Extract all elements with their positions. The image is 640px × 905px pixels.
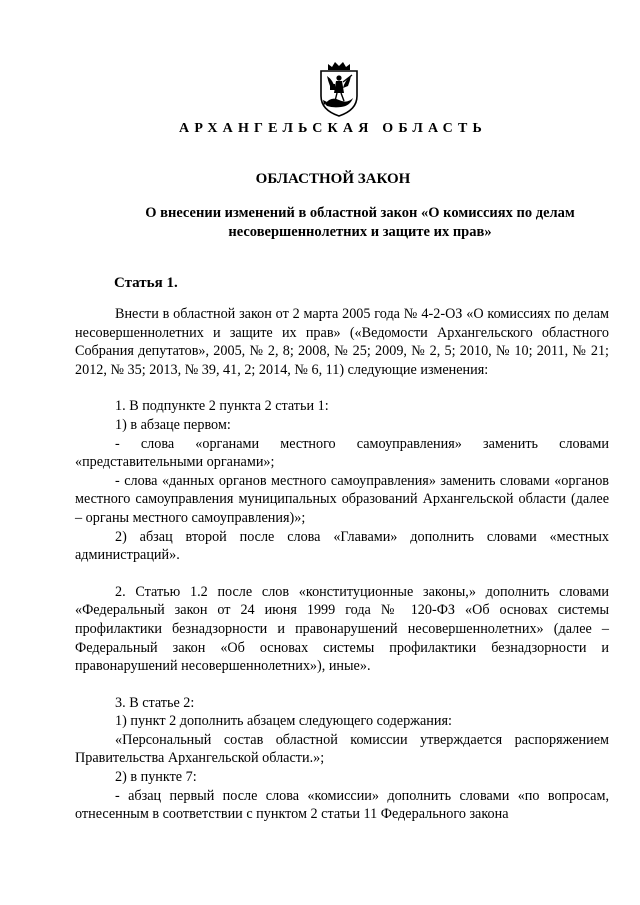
coat-of-arms-icon	[313, 60, 365, 118]
law-subtitle-line: несовершеннолетних и защите их прав»	[228, 224, 492, 240]
paragraph: 1) пункт 2 дополнить абзацем следующего содержания:	[115, 713, 452, 730]
paragraph: «Персональный состав областной комиссии утверждается распоряжением Правительства Архангельской области.»;	[75, 731, 609, 767]
paragraph: - слова «органами местного самоуправления» заменить словами «представительными органами»;	[75, 435, 609, 471]
paragraph: Внести в областной закон от 2 марта 2005 года № 4-2-ОЗ «О комиссиях по делам несовершеннолетних и защите их прав» («Ведомости Архангельского областного Собрания депутатов», 2005, № 2, 8; 2008, № 25; 2009, № 2, 5; 2010, № 10; 2011, № 21; 2012, № 35; 2013, № 39, 41, 2; 2014, № 6, 11) следующие изменения:	[75, 306, 609, 378]
paragraph: - абзац первый после слова «комиссии» дополнить словами «по вопросам, отнесенным в соответствии с пунктом 2 статьи 11 Федерального закона	[75, 787, 609, 823]
law-type-title: ОБЛАСТНОЙ ЗАКОН	[255, 171, 411, 187]
paragraph: 2) в пункте 7:	[115, 769, 197, 786]
law-subtitle	[100, 204, 620, 242]
coat-of-arms-emblem	[313, 60, 365, 118]
region-name: АРХАНГЕЛЬСКАЯ ОБЛАСТЬ	[179, 121, 487, 136]
law-body	[75, 305, 609, 824]
paragraph: 1. В подпункте 2 пункта 2 статьи 1:	[115, 398, 329, 415]
paragraph: 1) в абзаце первом:	[115, 416, 231, 433]
law-subtitle-line: О внесении изменений в областной закон «О комиссиях по делам	[145, 205, 575, 221]
paragraph: 3. В статье 2:	[115, 694, 195, 711]
paragraph: - слова «данных органов местного самоуправления» заменить словами «органов местного самоуправления муниципальных образований Архангельской области (далее – органы местного самоуправления)»;	[75, 472, 609, 526]
paragraph: 2) абзац второй после слова «Главами» дополнить словами «местных администраций».	[75, 528, 609, 564]
paragraph: 2. Статью 1.2 после слов «конституционные законы,» дополнить словами «Федеральный закон от 24 июня 1999 года № 120-ФЗ «Об основах системы профилактики безнадзорности и правонарушений несовершеннолетних» (далее – Федеральный закон «Об основах системы профилактики безнадзорности и правонарушений несовершеннолетних»), иные».	[75, 583, 609, 675]
article-heading: Статья 1.	[114, 275, 178, 291]
